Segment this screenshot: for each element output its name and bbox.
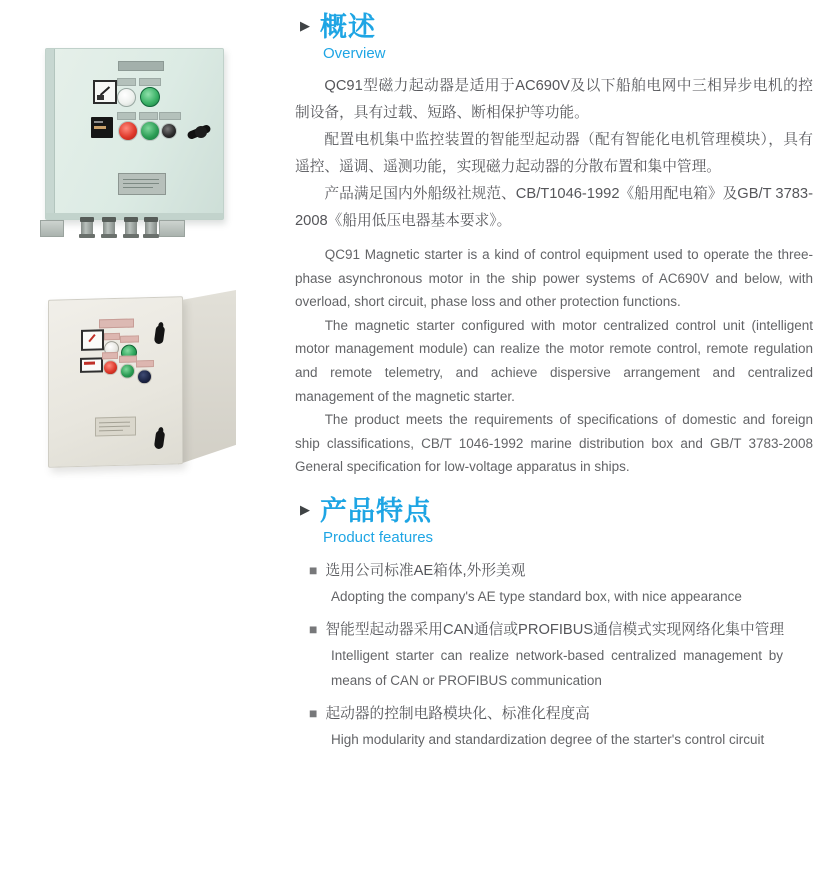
features-header xyxy=(300,494,813,528)
button-label xyxy=(119,355,137,362)
feature-text-en: High modularity and standardization degree of the starter's control circuit xyxy=(331,732,765,748)
push-button-navy xyxy=(137,369,152,384)
product-photo-perspective-view xyxy=(42,288,242,480)
rotary-switch-handle xyxy=(187,123,213,141)
lamp-label xyxy=(120,335,139,342)
push-button-green xyxy=(140,121,160,141)
mounting-bracket xyxy=(159,220,185,237)
feature-text-zh: 智能型起动器采用CAN通信或PROFIBUS通信模式实现网络化集中管理 xyxy=(325,622,785,639)
gland-body xyxy=(125,222,137,234)
lamp-label xyxy=(139,78,161,86)
product-photo-front-view xyxy=(40,44,226,246)
feature-text-zh: 起动器的控制电路模块化、标准化程度高 xyxy=(325,706,590,723)
breaker-slot xyxy=(94,121,103,123)
square-bullet-icon: ■ xyxy=(309,621,318,638)
ammeter-needle xyxy=(88,334,95,342)
features-title-en: Product features xyxy=(323,528,434,546)
overview-paragraph-en: The magnetic starter configured with motor centralized control unit (intelligent motor management module) can realize the motor remote control, remote regulation and remote telemetry, and achieve dispersive arrangement and centralized management of the magnetic starter. xyxy=(295,317,813,404)
feature-text-en: Adopting the company's AE type standard box, with nice appearance xyxy=(331,588,742,604)
button-label xyxy=(117,112,136,120)
panel-title-label xyxy=(118,61,164,71)
overview-title-en: Overview xyxy=(323,45,386,62)
lamp-label xyxy=(104,333,120,340)
gland-flange xyxy=(123,234,139,238)
cable-gland xyxy=(124,217,138,238)
feature-text-zh: 选用公司标准AE箱体,外形美观 xyxy=(325,562,526,579)
lamp-label xyxy=(117,78,136,86)
feature-heading-zh xyxy=(309,616,813,643)
button-label xyxy=(139,112,158,120)
overview-title-zh: 概述 xyxy=(320,12,376,42)
square-bullet-icon: ■ xyxy=(309,705,318,722)
button-label xyxy=(136,360,154,367)
feature-item xyxy=(309,557,813,610)
overview-paragraph-zh: QC91型磁力起动器是适用于AC690V及以下船舶电网中三相异步电机的控制设备，具有过载、短路、断相保护等功能。 xyxy=(295,78,813,121)
nameplate-line xyxy=(123,187,153,188)
push-button-black xyxy=(161,123,177,139)
features-section xyxy=(295,494,813,753)
feature-item xyxy=(309,700,813,753)
nameplate xyxy=(118,173,166,195)
overview-paragraph-zh: 产品满足国内外船级社规范、CB/T1046-1992《船用配电箱》及GB/T 3783-2008《船用低压电器基本要求》。 xyxy=(295,186,813,229)
nameplate-line xyxy=(99,422,130,424)
push-button-red xyxy=(118,121,138,141)
nameplate-line xyxy=(123,179,159,180)
gland-flange xyxy=(79,234,95,238)
overview-paragraph-zh: 配置电机集中监控装置的智能型起动器（配有智能化电机管理模块），具有遥控、遥调、遥测功能，实现磁力起动器的分散布置和集中管理。 xyxy=(295,132,813,175)
indicator-lamp-green xyxy=(140,87,160,107)
gland-body xyxy=(145,222,157,234)
rotary-hub xyxy=(195,126,207,138)
ammeter-hub xyxy=(97,95,104,100)
text-column xyxy=(295,10,813,760)
gland-flange xyxy=(143,234,159,238)
overview-paragraph-en: The product meets the requirements of specifications of domestic and foreign ship classifications, CB/T 1046-1992 marine distribution box and GB/T 3783-2008 General specification for low-voltage apparatus in ships. xyxy=(295,412,813,475)
enclosure-front-panel xyxy=(45,48,224,220)
features-list xyxy=(295,557,813,753)
cable-gland xyxy=(102,217,116,238)
cable-gland xyxy=(144,217,158,238)
breaker-slot xyxy=(94,126,106,129)
gland-flange xyxy=(101,234,117,238)
push-button-green xyxy=(120,363,135,378)
gland-body xyxy=(81,222,93,234)
square-bullet-icon: ■ xyxy=(309,561,318,578)
feature-heading-zh xyxy=(309,557,813,584)
cable-gland xyxy=(80,217,94,238)
nameplate-line xyxy=(123,183,159,184)
meter-scale xyxy=(84,362,95,365)
gland-body xyxy=(103,222,115,234)
feature-text-en: Intelligent starter can realize network-based centralized management by means of CAN or PROFIBUS communication xyxy=(331,648,783,688)
button-label xyxy=(102,352,118,359)
overview-section xyxy=(295,10,813,479)
overview-english-block xyxy=(295,243,813,479)
mounting-bracket xyxy=(40,220,64,237)
overview-paragraph-en: QC91 Magnetic starter is a kind of control equipment used to operate the three-phase asynchronous motor in the ship power systems of AC690V and below, with overload, short circuit, phase loss and other protection functions. xyxy=(295,247,813,310)
ammeter-gauge xyxy=(93,80,117,104)
indicator-lamp-white xyxy=(117,88,136,107)
nameplate xyxy=(95,416,136,436)
button-label xyxy=(159,112,181,120)
latch-tip xyxy=(158,427,164,435)
features-title-zh: 产品特点 xyxy=(320,495,432,526)
nameplate-line xyxy=(99,430,123,432)
feature-heading-zh xyxy=(309,700,813,727)
enclosure-side-panel xyxy=(178,290,236,468)
nameplate-line xyxy=(99,426,130,428)
enclosure-edge xyxy=(46,49,55,219)
ammeter-gauge xyxy=(81,329,104,351)
meter-window xyxy=(80,357,103,373)
section-arrow-icon: ▶ xyxy=(300,501,310,517)
breaker-switch xyxy=(91,117,113,138)
feature-item xyxy=(309,616,813,693)
latch-tip xyxy=(158,322,164,330)
section-arrow-icon: ▶ xyxy=(300,18,310,33)
panel-title-label xyxy=(99,319,134,329)
push-button-red xyxy=(103,360,118,375)
overview-header xyxy=(300,10,813,44)
